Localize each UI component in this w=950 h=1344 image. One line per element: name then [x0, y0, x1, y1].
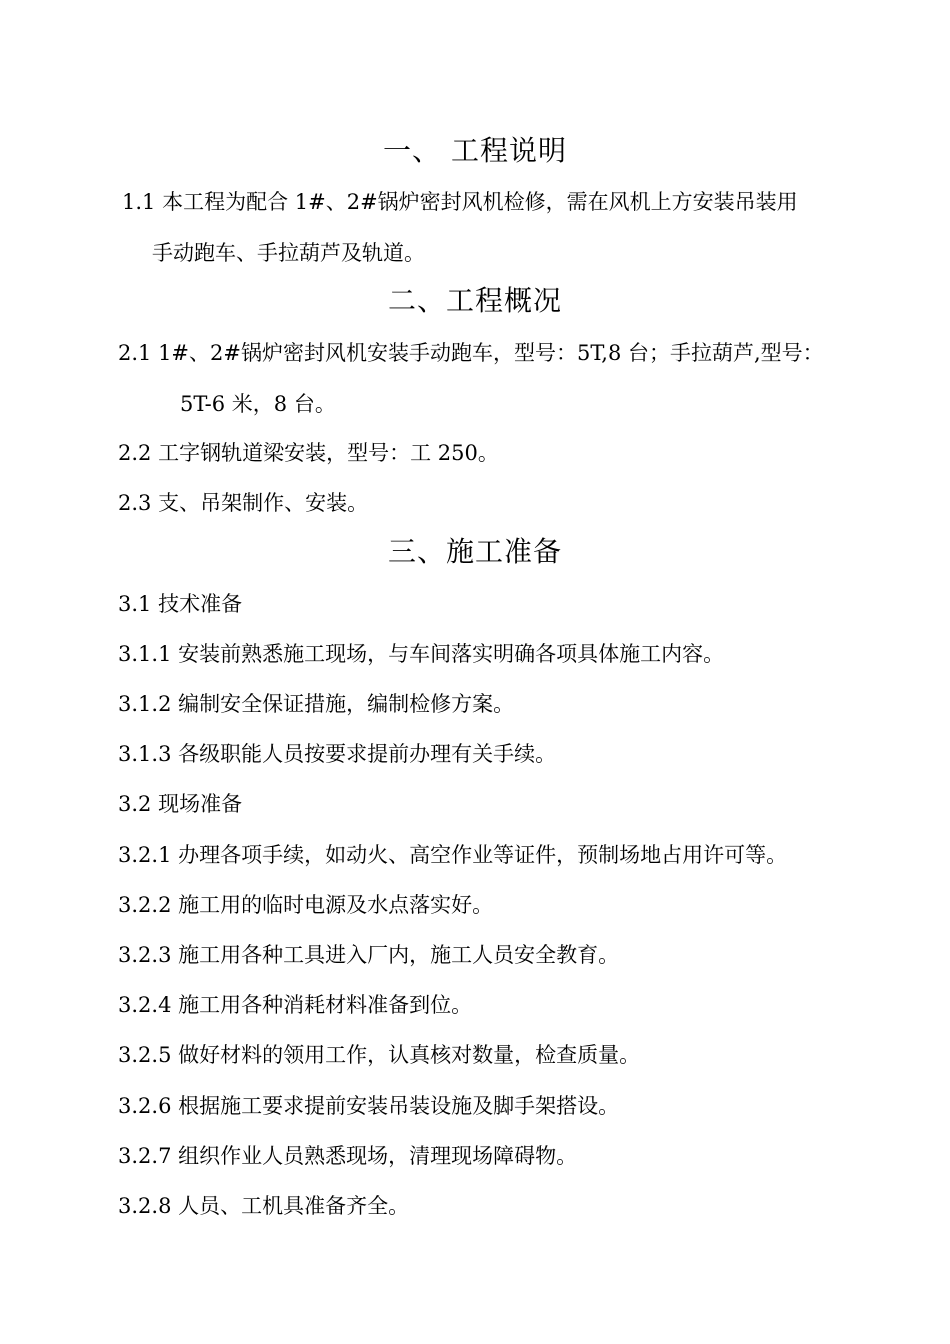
paragraph-2-3: 2.3 支、吊架制作、安装。 [118, 491, 369, 515]
paragraph-1-1-line-2: 手动跑车、手拉葫芦及轨道。 [152, 241, 425, 265]
list-item-3-1-2: 3.1.2 编制安全保证措施，编制检修方案。 [118, 692, 515, 716]
list-item-3-2-4: 3.2.4 施工用各种消耗材料准备到位。 [118, 993, 473, 1017]
section-heading-3: 三、施工准备 [387, 535, 562, 568]
list-item-3-1: 3.1 技术准备 [118, 592, 243, 616]
list-item-3-1-3: 3.1.3 各级职能人员按要求提前办理有关手续。 [118, 742, 557, 766]
list-item-3-2-6: 3.2.6 根据施工要求提前安装吊装设施及脚手架搭设。 [118, 1094, 620, 1118]
list-item-3-2: 3.2 现场准备 [118, 792, 243, 816]
list-item-3-2-1: 3.2.1 办理各项手续，如动火、高空作业等证件，预制场地占用许可等。 [118, 843, 788, 867]
list-item-3-2-2: 3.2.2 施工用的临时电源及水点落实好。 [118, 893, 494, 917]
list-item-3-2-8: 3.2.8 人员、工机具准备齐全。 [118, 1194, 410, 1218]
paragraph-2-1-line-1: 2.1 1#、2#锅炉密封风机安装手动跑车，型号：5T,8 台；手拉葫芦,型号： [118, 341, 824, 365]
list-item-3-2-5: 3.2.5 做好材料的领用工作，认真核对数量，检查质量。 [118, 1043, 641, 1067]
list-item-3-2-7: 3.2.7 组织作业人员熟悉现场，清理现场障碍物。 [118, 1144, 578, 1168]
list-item-3-1-1: 3.1.1 安装前熟悉施工现场，与车间落实明确各项具体施工内容。 [118, 642, 725, 666]
section-heading-1: 一、 工程说明 [383, 134, 567, 167]
paragraph-1-1-line-1: 1.1 本工程为配合 1#、2#锅炉密封风机检修，需在风机上方安装吊装用 [122, 190, 798, 214]
section-heading-2: 二、工程概况 [387, 284, 562, 317]
list-item-3-2-3: 3.2.3 施工用各种工具进入厂内，施工人员安全教育。 [118, 943, 620, 967]
paragraph-2-2: 2.2 工字钢轨道梁安装，型号：工 250。 [118, 441, 499, 465]
paragraph-2-1-line-2: 5T-6 米，8 台。 [180, 392, 336, 416]
